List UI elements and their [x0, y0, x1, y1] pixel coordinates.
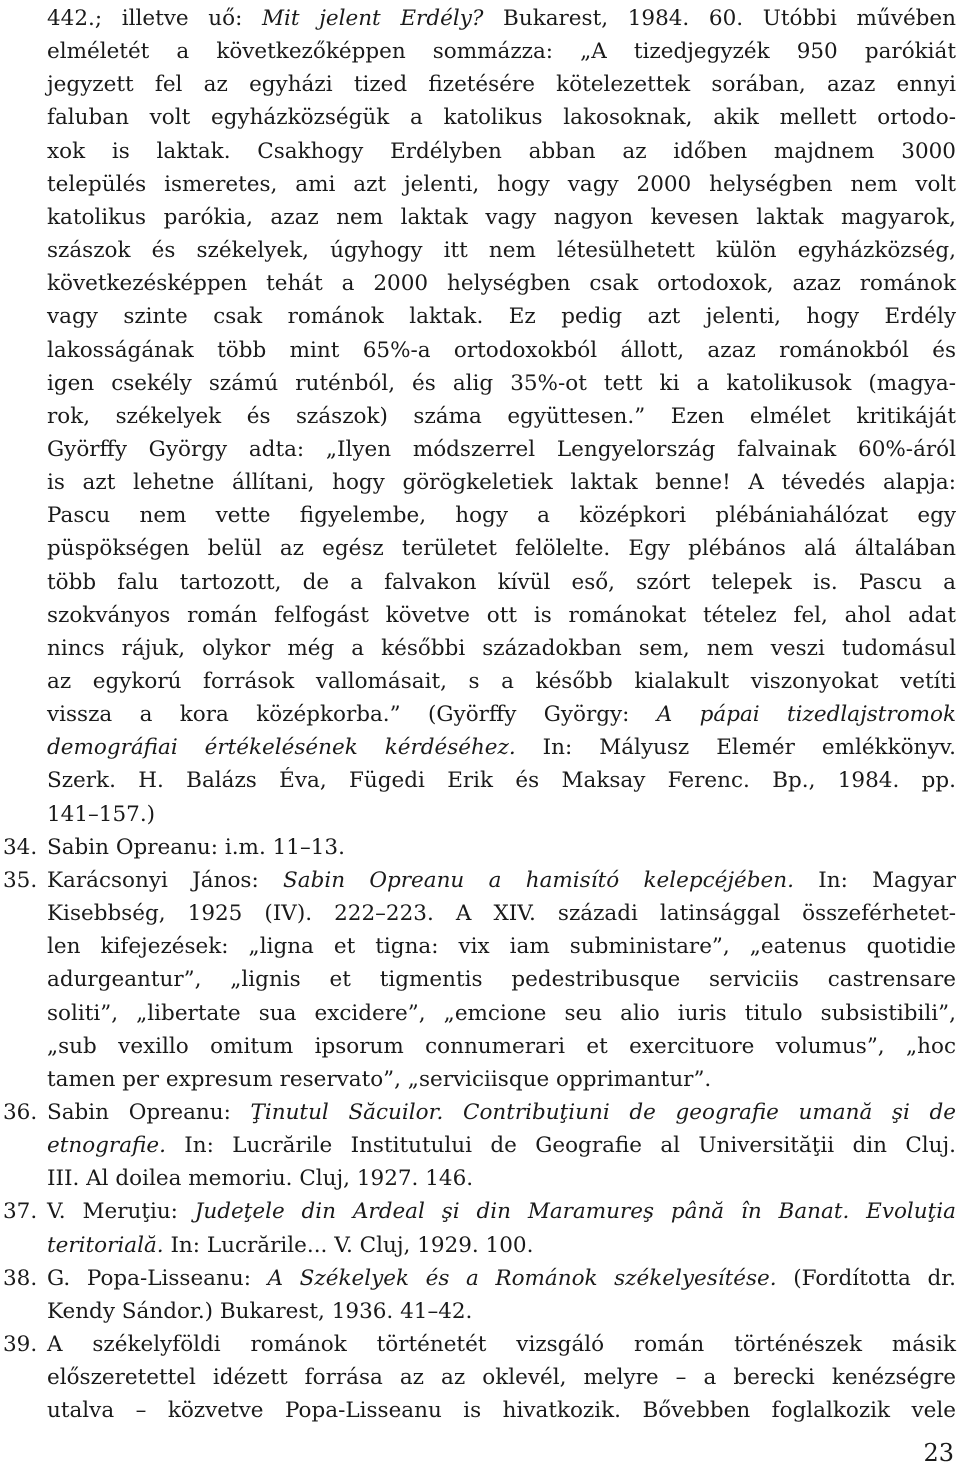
- italic-title-text: Mit jelent Erdély?: [262, 6, 484, 31]
- text-line: [47, 168, 956, 201]
- italic-title-text: etnografie.: [47, 1133, 166, 1159]
- text-line: [47, 234, 956, 267]
- italic-title-text: demográfiai értékelésének kérdéséhez.: [47, 735, 516, 761]
- text-line: [47, 764, 956, 797]
- line-text: elméletét a következőképpen sommázza: „A tizedjegyzék 950 parókiát: [47, 39, 956, 65]
- line-text: püspökségen belül az egész területet felölelte. Egy plébános alá általában: [47, 536, 956, 562]
- text-line: [47, 1394, 956, 1427]
- line-text: A székelyföldi románok történetét vizsgáló román történészek másik: [47, 1332, 956, 1357]
- text-line: [47, 1229, 956, 1262]
- line-text: Györffy György adta: „Ilyen módszerrel Lengyelország falvainak 60%-áról: [47, 436, 956, 462]
- line-text: adurgeantur”, „lignis et tigmentis pedestribusque serviciis castrensare: [47, 967, 956, 993]
- line-text: vagy szinte csak románok laktak. Ez pedig azt jelenti, hogy Erdély: [47, 304, 956, 330]
- text-line: [47, 963, 956, 996]
- line-text: (Fordította dr.: [776, 1265, 956, 1291]
- text-line: [47, 300, 956, 333]
- text-line: [47, 433, 956, 466]
- text-line: [47, 1328, 956, 1361]
- line-text: 141–157.): [47, 801, 156, 827]
- italic-title-text: A Székelyek és a Románok székelyesítése.: [267, 1265, 777, 1291]
- line-text: Sabin Opreanu:: [47, 1099, 251, 1125]
- line-text: 442.; illetve uő:: [47, 6, 263, 31]
- italic-title-text: A pápai tizedlajstromok: [656, 702, 956, 728]
- line-text: Kisebbség, 1925 (IV). 222–223. A XIV. századi latinsággal összeférhetet-: [47, 901, 956, 927]
- italic-title-text: teritorială.: [47, 1232, 164, 1258]
- text-line: [47, 1361, 956, 1394]
- line-text: In: Mályusz Elemér emlékkönyv.: [515, 735, 956, 761]
- text-line: [47, 798, 956, 831]
- line-text: katolikus parókia, azaz nem laktak vagy nagyon kevesen laktak magyarok,: [47, 204, 956, 230]
- line-text: nincs rájuk, olykor még a későbbi századokban sem, nem veszi tudomásul: [47, 635, 956, 661]
- line-text: len kifejezések: „ligna et tigna: vix iam subministare”, „eatenus quotidie: [47, 934, 956, 960]
- line-text: G. Popa-Lisseanu:: [47, 1265, 268, 1291]
- line-text: Bukarest, 1984. 60. Utóbbi művében: [483, 6, 956, 31]
- text-line: [47, 466, 956, 499]
- text-line: [47, 1030, 956, 1063]
- line-text: Karácsonyi János:: [47, 867, 284, 893]
- text-line: [47, 499, 956, 532]
- line-text: III. Al doilea memoriu. Cluj, 1927. 146.: [47, 1166, 474, 1192]
- text-line: [47, 1129, 956, 1162]
- text-line: [47, 267, 956, 300]
- footnote-number: 37.: [3, 1199, 38, 1225]
- line-text: tamen per expresum reservato”, „serviciisque opprimantur”.: [47, 1066, 712, 1092]
- line-text: jegyzett fel az egyházi tized fizetésére kötelezettek sorában, azaz ennyi: [47, 72, 956, 98]
- italic-title-text: Ţinutul Săcuilor. Contribuţiuni de geografie umană şi de: [250, 1099, 956, 1125]
- italic-title-text: Judeţele din Ardeal şi din Maramureş până în Banat. Evoluţia: [194, 1199, 956, 1225]
- line-text: faluban volt egyházközségük a katolikus lakosoknak, akik mellett ortodo-: [47, 105, 956, 131]
- line-text: az egykorú források vallomásait, s a később kialakult viszonyokat vetíti: [47, 669, 956, 694]
- line-text: Sabin Opreanu: i.m. 11–13.: [47, 834, 345, 860]
- text-line: [47, 135, 956, 168]
- text-line: [47, 201, 956, 234]
- line-text: település ismeretes, ami azt jelenti, hogy vagy 2000 helységben nem volt: [47, 171, 956, 197]
- footnote-number: 36.: [3, 1099, 38, 1125]
- line-text: In: Lucrările... V. Cluj, 1929. 100.: [163, 1232, 534, 1258]
- text-line: [47, 864, 956, 897]
- text-line: [47, 731, 956, 764]
- text-line: [47, 68, 956, 101]
- text-line: [47, 101, 956, 134]
- page-number: 23: [923, 1439, 954, 1467]
- line-text: Szerk. H. Balázs Éva, Fügedi Erik és Maksay Ferenc. Bp., 1984. pp.: [47, 768, 956, 794]
- text-line: [47, 400, 956, 433]
- text-line: [47, 599, 956, 632]
- text-line: [47, 2, 956, 35]
- text-line: [47, 334, 956, 367]
- line-text: In: Magyar: [793, 867, 956, 893]
- italic-title-text: Sabin Opreanu a hamisító kelepcéjében.: [283, 867, 794, 893]
- line-text: is azt lehetne állítani, hogy görögkeletiek laktak benne! A tévedés alapja:: [47, 470, 956, 496]
- line-text: Pascu nem vette figyelembe, hogy a középkori plébániahálózat egy: [47, 503, 956, 529]
- text-line: [47, 698, 956, 731]
- line-text: rok, székelyek és szászok) száma együttesen.” Ezen elmélet kritikáját: [47, 403, 956, 429]
- text-line: [47, 566, 956, 599]
- text-line: [47, 632, 956, 665]
- text-line: [47, 532, 956, 565]
- text-line: [47, 1295, 956, 1328]
- line-text: vissza a kora középkorba.” (Györffy György:: [47, 702, 657, 728]
- line-text: előszeretettel idézett forrása az az oklevél, melyre – a berecki kenézségre: [47, 1365, 956, 1391]
- footnote-number: 39.: [3, 1332, 38, 1357]
- line-text: utalva – közvetve Popa-Lisseanu is hivatkozik. Bővebben foglalkozik vele: [47, 1398, 956, 1424]
- footnote-number: 38.: [3, 1265, 38, 1291]
- line-text: szászok és székelyek, úgyhogy itt nem létesülhetett külön egyházközség,: [47, 238, 956, 264]
- line-text: több falu tartozott, de a falvakon kívül eső, szórt telepek is. Pascu a: [47, 569, 956, 595]
- line-text: V. Meruţiu:: [47, 1199, 195, 1225]
- text-line: [47, 367, 956, 400]
- line-text: igen csekély számú ruténból, és alig 35%-ot tett ki a katolikusok (magya-: [47, 370, 956, 396]
- line-text: In: Lucrările Institutului de Geografie al Universităţii din Cluj.: [165, 1133, 956, 1159]
- line-text: xok is laktak. Csakhogy Erdélyben abban az időben majdnem 3000: [47, 138, 956, 164]
- line-text: következésképpen tehát a 2000 helységben csak ortodoxok, azaz románok: [47, 271, 956, 297]
- text-line: [47, 1063, 956, 1096]
- text-line: [47, 1096, 956, 1129]
- text-line: [47, 1162, 956, 1195]
- text-line: [47, 35, 956, 68]
- text-line: [47, 1262, 956, 1295]
- text-line: [47, 1195, 956, 1228]
- text-line: [47, 665, 956, 698]
- text-line: [47, 897, 956, 930]
- text-line: [47, 831, 956, 864]
- line-text: lakosságának több mint 65%-a ortodoxokból állott, azaz románokból és: [47, 337, 956, 363]
- line-text: Kendy Sándor.) Bukarest, 1936. 41–42.: [47, 1298, 473, 1324]
- line-text: „sub vexillo omitum ipsorum connumerari et exercituore volumus”, „hoc: [47, 1033, 956, 1059]
- footnote-number: 34.: [3, 834, 38, 860]
- text-line: [47, 997, 956, 1030]
- line-text: szokványos román felfogást követve ott is románokat tételez fel, ahol adat: [47, 602, 956, 628]
- text-line: [47, 930, 956, 963]
- line-text: soliti”, „libertate sua excidere”, „emcione seu alio iuris titulo subsistibili”,: [47, 1000, 956, 1026]
- footnote-number: 35.: [3, 867, 38, 893]
